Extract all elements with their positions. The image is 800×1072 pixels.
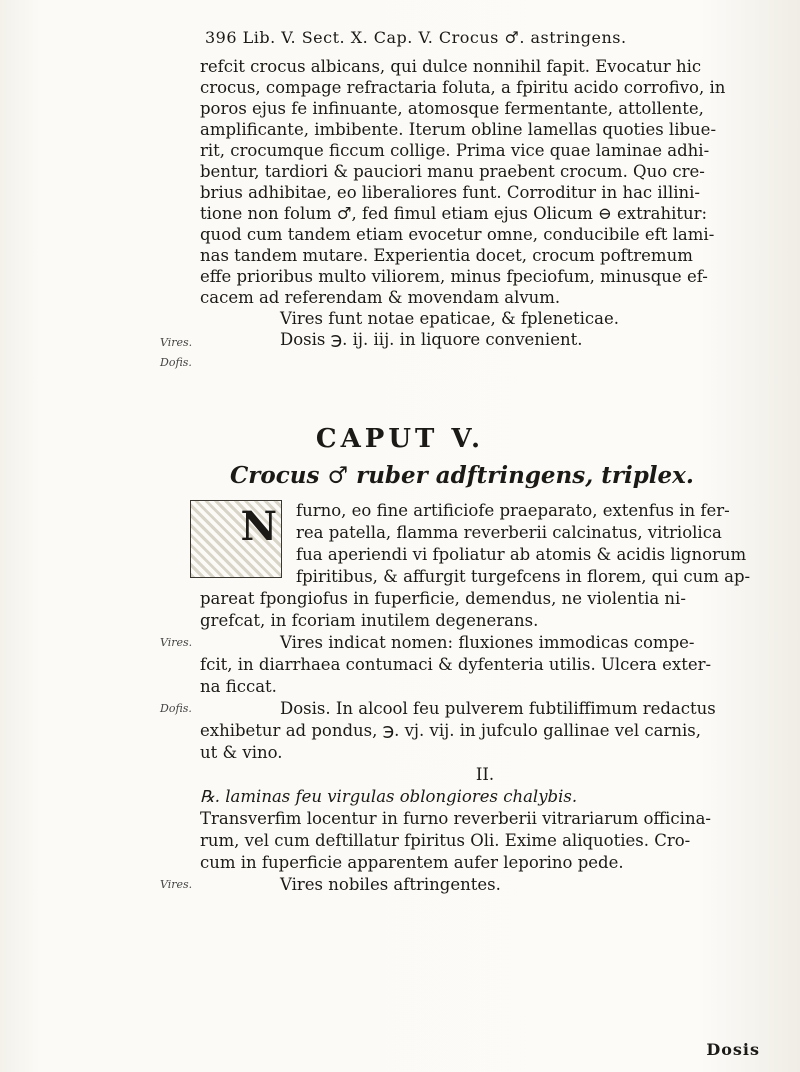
text-line: quod cum tandem etiam evocetur omne, conducibile eft lami- — [200, 225, 715, 244]
margin-note-vires: Vires. — [160, 636, 193, 649]
text-line: furno, eo fine artificiofe praeparato, extenfus in fer- — [296, 501, 730, 520]
text-line: rum, vel cum deftillatur fpiritus Oli. Exime aliquoties. Cro- — [200, 831, 691, 850]
recipe-line: ℞. laminas feu virgulas oblongiores chalybis. — [200, 787, 578, 806]
text-line: amplificante, imbibente. Iterum obline lamellas quoties libue- — [200, 120, 717, 139]
margin-note-dosis: Dofis. — [160, 702, 192, 715]
text-line: ut & vino. — [200, 743, 283, 762]
text-line: pareat fpongiofus in fuperficie, demendus, ne violentia ni- — [200, 589, 686, 608]
dosis-line: Dosis. In alcool feu pulverem fubtiliffimum redactus — [280, 699, 716, 718]
text-line: tione non folum ♂, fed fimul etiam ejus Olicum ⊖ extrahitur: — [200, 204, 708, 223]
vires-line: Vires funt notae epaticae, & fpleneticae. — [280, 309, 619, 328]
text-line: rit, crocumque ficcum collige. Prima vice quae laminae adhi- — [200, 141, 710, 160]
text-line: fcit, in diarrhaea contumaci & dyfenteria utilis. Ulcera exter- — [200, 655, 712, 674]
text-line: crocus, compage refractaria foluta, a fpiritu acido corrofivo, in — [200, 78, 726, 97]
text-line: brius adhibitae, eo liberaliores funt. Corroditur in hac illini- — [200, 183, 700, 202]
text-line: fpiritibus, & affurgit turgefcens in florem, qui cum ap- — [296, 567, 751, 586]
text-line: bentur, tardiori & pauciori manu praebent crocum. Quo cre- — [200, 162, 705, 181]
text-line: rea patella, flamma reverberii calcinatus, vitriolica — [296, 523, 722, 542]
text-line: cum in fuperficie apparentem aufer leporino pede. — [200, 853, 624, 872]
text-line: exhibetur ad pondus, ℈. vj. vij. in jufculo gallinae vel carnis, — [200, 721, 701, 740]
section-numeral: II. — [475, 765, 495, 784]
margin-note-vires: Vires. — [160, 336, 193, 349]
vires-line: Vires nobiles aftringentes. — [280, 875, 501, 894]
catchword: Dosis — [706, 1040, 760, 1059]
initial-letter: N — [240, 503, 277, 550]
paragraph-2 — [200, 500, 770, 896]
text-line: fua aperiendi vi fpoliatur ab atomis & acidis lignorum — [296, 545, 747, 564]
text-line: grefcat, in fcoriam inutilem degenerans. — [200, 611, 539, 630]
text-line: Transverfim locentur in furno reverberii vitrariarum officina- — [200, 809, 711, 828]
text-line: nas tandem mutare. Experientia docet, crocum poftremum — [200, 246, 693, 265]
text-line: na ficcat. — [200, 677, 277, 696]
dosis-line: Dosis ℈. ij. iij. in liquore convenient. — [280, 330, 583, 349]
running-header: 396 Lib. V. Sect. X. Cap. V. Crocus ♂. astringens. — [205, 28, 627, 47]
margin-note-vires: Vires. — [160, 878, 193, 891]
text-line: cacem ad referendam & movendam alvum. — [200, 288, 561, 307]
text-line: poros ejus fe infinuante, atomosque fermentante, attollente, — [200, 99, 704, 118]
chapter-heading: CAPUT V. — [315, 424, 485, 454]
chapter-subtitle: Crocus ♂ ruber adftringens, triplex. — [230, 462, 694, 489]
paragraph-1 — [200, 56, 770, 350]
margin-note-dosis: Dofis. — [160, 356, 192, 369]
text-line: effe prioribus multo viliorem, minus fpeciofum, minusque ef- — [200, 267, 708, 286]
text-line: refcit crocus albicans, qui dulce nonnihil fapit. Evocatur hic — [200, 57, 702, 76]
vires-line: Vires indicat nomen: fluxiones immodicas compe- — [280, 633, 695, 652]
